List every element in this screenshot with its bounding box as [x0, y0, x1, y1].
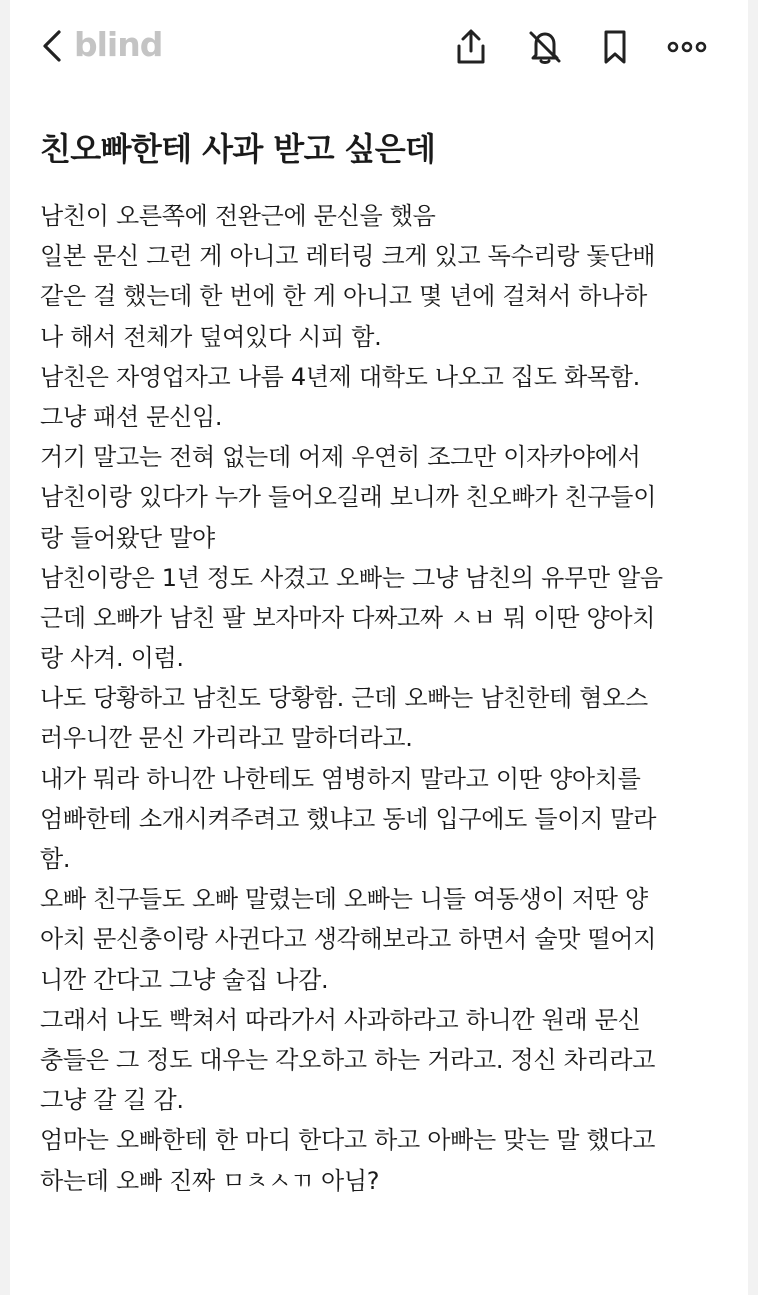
- post-line: 랑 들어왔단 말야: [40, 523, 215, 552]
- post-line: 하는데 오빠 진짜 ㅁㅊㅅㄲ 아님?: [40, 1166, 380, 1195]
- post-line: 러우니깐 문신 가리라고 말하더라고.: [40, 724, 413, 753]
- post-line: 그래서 나도 빡쳐서 따라가서 사과하라고 하니깐 원래 문신: [40, 1005, 641, 1034]
- post-line: 엄마는 오빠한테 한 마디 한다고 하고 아빠는 맞는 말 했다고: [40, 1126, 656, 1155]
- post-line: 근데 오빠가 남친 팔 보자마자 다짜고짜 ㅅㅂ 뭐 이딴 양아치: [40, 603, 656, 632]
- post-line: 니깐 간다고 그냥 술집 나감.: [40, 965, 329, 994]
- app-logo: blind: [74, 25, 163, 64]
- post-line: 일본 문신 그런 게 아니고 레터링 크게 있고 독수리랑 돛단배: [40, 242, 656, 271]
- post-line: 랑 사겨. 이럼.: [40, 644, 184, 673]
- post-line: 그냥 패션 문신임.: [40, 402, 223, 431]
- post-line: 나 해서 전체가 덮여있다 시피 함.: [40, 322, 382, 351]
- post-line: 남친이랑 있다가 누가 들어오길래 보니까 친오빠가 친구들이: [40, 483, 657, 512]
- back-icon[interactable]: [36, 26, 68, 66]
- post-line: 그냥 갈 길 감.: [40, 1086, 184, 1115]
- post-line: 거기 말고는 전혀 없는데 어제 우연히 조그만 이자카야에서: [40, 443, 641, 472]
- post-line: 함.: [40, 845, 71, 873]
- post-line: 나도 당황하고 남친도 당황함. 근데 오빠는 남친한테 혐오스: [40, 684, 648, 713]
- post-line: 엄빠한테 소개시켜주려고 했냐고 동네 입구에도 들이지 말라: [40, 804, 657, 833]
- post-line: 같은 걸 했는데 한 번에 한 게 아니고 몇 년에 걸쳐서 하나하: [40, 282, 647, 311]
- post-line: 오빠 친구들도 오빠 말렸는데 오빠는 니들 여동생이 저딴 양: [40, 885, 648, 914]
- post-line: 남친이 오른쪽에 전완근에 문신을 했음: [40, 202, 436, 230]
- more-icon[interactable]: [666, 26, 708, 68]
- post-line: 충들은 그 정도 대우는 각오하고 하는 거라고. 정신 차리라고: [40, 1045, 656, 1074]
- post-line: 내가 뭐라 하니깐 나한테도 염병하지 말라고 이딴 양아치를: [40, 764, 641, 793]
- post-line: 남친이랑은 1년 정도 사겼고 오빠는 그냥 남친의 유무만 알음: [40, 563, 663, 592]
- post-body: [40, 196, 740, 1201]
- share-icon[interactable]: [450, 26, 492, 68]
- notifications-off-icon[interactable]: [524, 26, 566, 68]
- post-line: 아치 문신충이랑 사귄다고 생각해보라고 하면서 술맛 떨어지: [40, 925, 657, 954]
- post-card: [10, 0, 748, 1295]
- post-title: 친오빠한테 사과 받고 싶은데: [40, 130, 436, 168]
- top-bar: [10, 0, 748, 96]
- post-line: 남친은 자영업자고 나름 4년제 대학도 나오고 집도 화목함.: [40, 362, 640, 391]
- bookmark-icon[interactable]: [594, 26, 636, 68]
